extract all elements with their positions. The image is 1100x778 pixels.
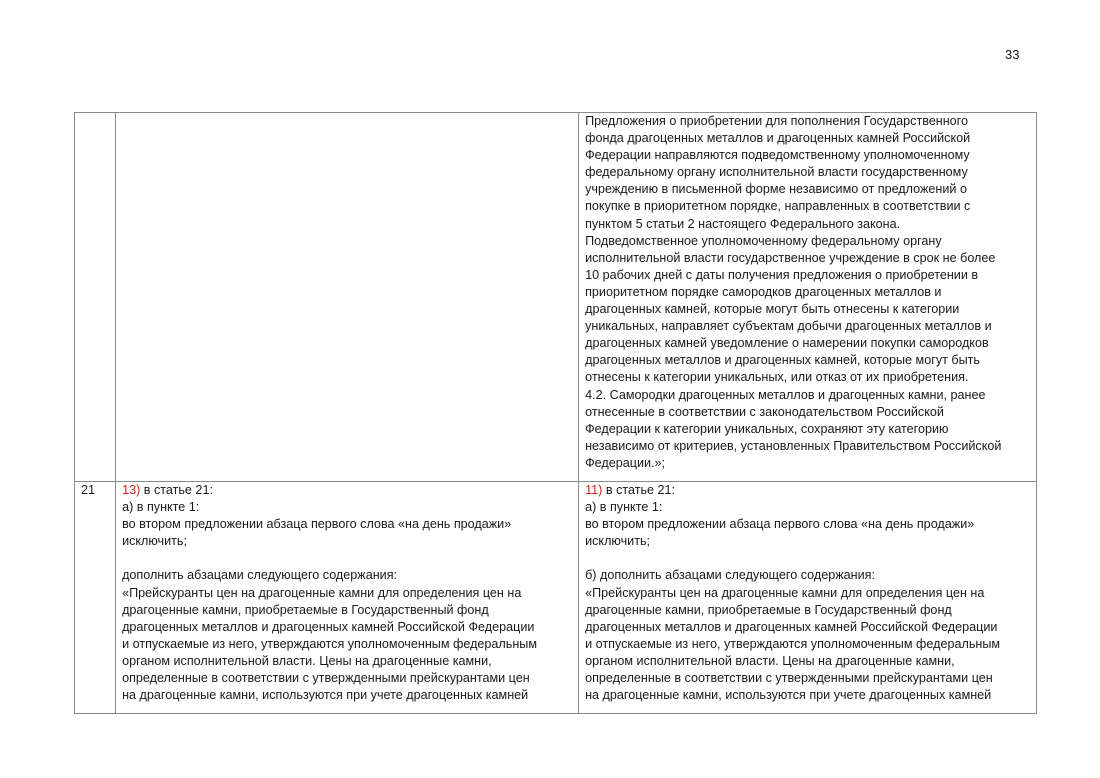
text-line: приоритетном порядке самородков драгоценных металлов и	[585, 284, 942, 299]
text-line: 10 рабочих дней с даты получения предложения о приобретении в	[585, 267, 979, 282]
text-line: а) в пункте 1:	[122, 500, 200, 515]
page-number: 33	[1005, 47, 1020, 62]
text-line: Федерации направляются подведомственному уполномоченному	[585, 148, 970, 163]
text-line: драгоценные камни, приобретаемые в Государственный фонд	[122, 602, 489, 617]
row-number-cell	[75, 113, 116, 482]
proposed-text-cell	[579, 482, 1037, 714]
text-line: Подведомственное уполномоченному федеральному органу	[585, 233, 942, 248]
text-line: драгоценных металлов и драгоценных камней Российской Федерации	[122, 619, 535, 634]
text-line: пунктом 5 статьи 2 настоящего Федерального закона.	[585, 216, 901, 231]
text-line: органом исполнительной власти. Цены на драгоценные камни,	[585, 653, 955, 668]
text-line: исключить;	[585, 534, 651, 549]
current-text-cell	[116, 482, 579, 714]
current-text-cell	[116, 113, 579, 482]
text-line: 4.2. Самородки драгоценных металлов и драгоценных камни, ранее	[585, 387, 986, 402]
text-line: исключить;	[122, 534, 187, 549]
text-line: во втором предложении абзаца первого слова «на день продажи»	[585, 517, 975, 532]
text-line: на драгоценные камни, используются при учете драгоценных камней	[585, 688, 992, 703]
text-line: учреждению в письменной форме независимо от предложений о	[585, 182, 967, 197]
amendment-heading	[122, 482, 572, 499]
table-row	[75, 482, 1037, 714]
blank-line	[122, 550, 572, 567]
text-line: а) в пункте 1:	[585, 500, 663, 515]
text-line: «Прейскуранты цен на драгоценные камни для определения цен на	[122, 585, 522, 600]
text-line: отнесенные в соответствии с законодательством Российской	[585, 404, 944, 419]
text-line: драгоценных камней, которые могут быть отнесены к категории	[585, 302, 960, 317]
text-line: независимо от критериев, установленных Правительством Российской	[585, 438, 1002, 453]
proposed-text-cell	[579, 113, 1037, 482]
amendment-heading-text: в статье 21:	[140, 483, 213, 497]
text-line: отнесены к категории уникальных, или отказ от их приобретения.	[585, 370, 969, 385]
text-line: покупке в приоритетном порядке, направленных в соответствии с	[585, 199, 971, 214]
text-line: дополнить абзацами следующего содержания:	[122, 568, 398, 583]
text-line: уникальных, направляет субъектам добычи драгоценных металлов и	[585, 319, 992, 334]
text-line: драгоценных металлов и драгоценных камней, которые могут быть	[585, 353, 980, 368]
text-line: драгоценных камней уведомление о намерении покупки самородков	[585, 336, 989, 351]
text-line: Федерации.»;	[585, 455, 666, 470]
text-line: на драгоценные камни, используются при учете драгоценных камней	[122, 688, 529, 703]
text-line: и отпускаемые из него, утверждаются уполномоченным федеральным	[585, 636, 1001, 651]
text-line: определенные в соответствии с утвержденными прейскурантами цен	[585, 671, 993, 686]
text-line: Предложения о приобретении для пополнения Государственного	[585, 114, 969, 128]
text-line: драгоценных металлов и драгоценных камней Российской Федерации	[585, 619, 998, 634]
text-line: органом исполнительной власти. Цены на драгоценные камни,	[122, 653, 492, 668]
text-line: во втором предложении абзаца первого слова «на день продажи»	[122, 517, 512, 532]
text-line: исполнительной власти государственное учреждение в срок не более	[585, 250, 996, 265]
amendment-marker: 13)	[122, 483, 141, 497]
row-number-cell: 21	[75, 482, 116, 714]
blank-line	[585, 550, 1030, 567]
text-line: фонда драгоценных металлов и драгоценных камней Российской	[585, 131, 971, 146]
amendment-heading	[585, 482, 1030, 499]
text-line: определенные в соответствии с утвержденными прейскурантами цен	[122, 671, 530, 686]
text-line: и отпускаемые из него, утверждаются уполномоченным федеральным	[122, 636, 538, 651]
amendment-marker: 11)	[585, 483, 603, 497]
text-line: «Прейскуранты цен на драгоценные камни для определения цен на	[585, 585, 985, 600]
text-line: федеральному органу исполнительной власти государственному	[585, 165, 968, 180]
text-line: драгоценные камни, приобретаемые в Государственный фонд	[585, 602, 952, 617]
table-row	[75, 113, 1037, 482]
text-line: б) дополнить абзацами следующего содержания:	[585, 568, 875, 583]
comparison-table	[74, 112, 1037, 714]
amendment-heading-text: в статье 21:	[602, 483, 676, 497]
text-line: Федерации к категории уникальных, сохраняют эту категорию	[585, 421, 949, 436]
